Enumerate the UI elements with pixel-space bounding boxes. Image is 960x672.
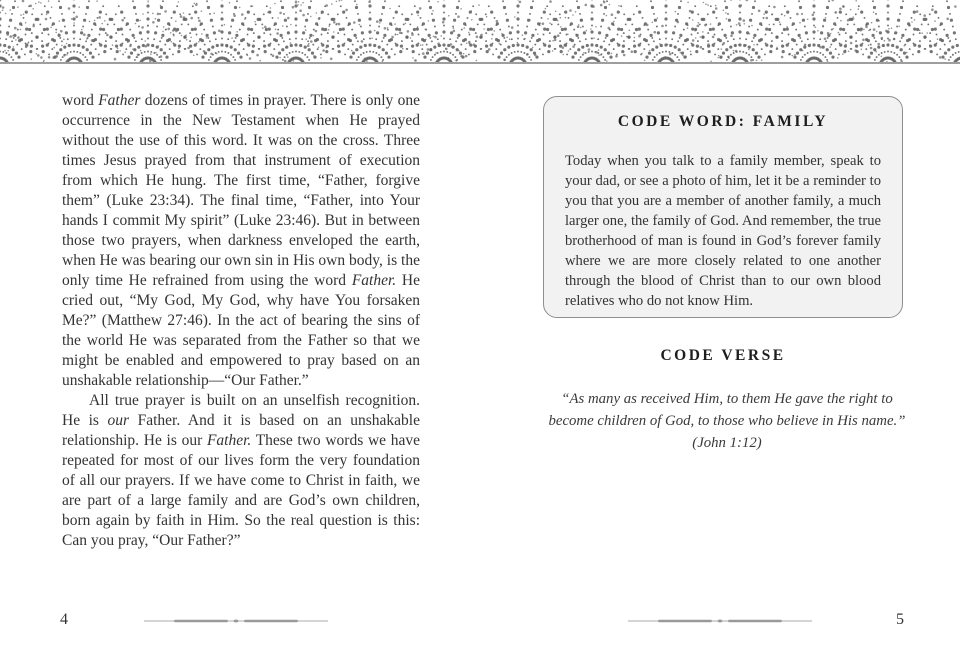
header-ornament-band	[0, 0, 960, 64]
left-divider-ornament-icon	[144, 617, 328, 625]
paragraph: word Father dozens of times in prayer. There is only one occurrence in the New Testament when He prayed without the use of this word. It was on the cross. Three times Jesus prayed from that instrument of execution from which He hung. The first time, “Father, forgive them” (Luke 23:34). The final time, “Father, into Your hands I commit My spirit” (Luke 23:46). But in between those two prayers, when darkness enveloped the earth, when He was bearing our own sin in His own body, is the only time He refrained from using the word Father. He cried out, “My God, My God, why have You forsaken Me?” (Matthew 27:46). In the act of bearing the sins of the world He was separated from the Father so that we might be enabled and empowered to pray based on an unshakable relationship—“Our Father.”	[62, 92, 421, 389]
right-divider-ornament-icon	[628, 617, 812, 625]
code-word-box-title: CODE WORD: FAMILY	[617, 113, 829, 130]
paragraph: All true prayer is built on an unselfish recognition. He is our Father. And it is based on an unshakable relationship. He is our Father. These two words we have repeated for most of our lives form the very foundation of all our prayers. If we have come to Christ in faith, we are part of a large family and are God’s own children, born again by faith in Him. So the real question is this: Can you pray, “Our Father?”	[62, 392, 420, 549]
left-page-number: 4	[60, 611, 68, 628]
code-verse-title: CODE VERSE	[660, 347, 786, 364]
dotted-fan-pattern-icon	[0, 0, 960, 62]
code-word-box	[543, 96, 903, 318]
code-verse-text: “As many as received Him, to them He gave the right to become children of God, to those who believe in His name.” (John 1:12)	[548, 391, 906, 451]
right-page-number: 5	[896, 611, 904, 628]
left-page-body-text	[62, 91, 420, 551]
code-word-box-body: Today when you talk to a family member, speak to your dad, or see a photo of him, let it be a reminder to you that you are a member of another family, a much larger one, the family of God. And remember, the true brotherhood of man is found in God’s forever family where we are more closely related to one another through the blood of Christ than to our own blood relatives who do not know Him.	[565, 153, 881, 309]
